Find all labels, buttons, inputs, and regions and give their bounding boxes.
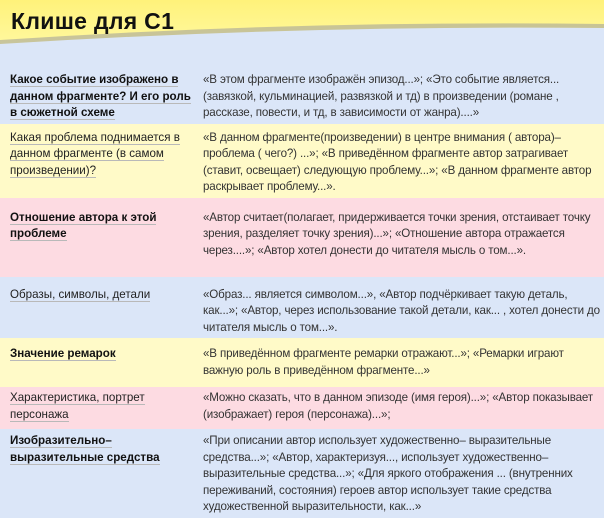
row-question: Изобразительно–выразительные средства [10,434,160,464]
page-title: Клише для С1 [11,8,175,34]
row-answer: «В приведённом фрагменте ремарки отражают...»; «Ремарки играют важную роль в приведённом фрагменте...» [203,347,564,377]
table-row [0,277,604,339]
row-question: Характеристика, портрет персонажа [10,391,145,421]
header-banner [0,0,604,66]
row-answer: «Можно сказать, что в данном эпизоде (имя героя)...»; «Автор показывает (изображает) героя (персонажа)...»; [203,391,593,421]
table-row [0,198,604,277]
table-row [0,387,604,429]
row-question: Отношение автора к этой проблеме [10,210,157,240]
row-question: Значение ремарок [10,347,116,360]
table-row [0,66,604,124]
row-question: Какая проблема поднимается в данном фрагменте (в самом произведении)? [10,130,180,177]
row-answer: «Образ... является символом...», «Автор подчёркивает такую деталь, как...»; «Автор, через использование такой детали, как... , хотел донести до читателя мысль о том...». [203,287,600,334]
row-answer: «При описании автор использует художественно– выразительные средства...»; «Автор, характеризуя..., использует художественно–выразительные средства...»; «Для яркого отображения ... (внутренних переживаний, состояния) героев автор использует такие средства художественной выразительности, как...» [203,434,573,513]
table-row [0,429,604,518]
row-answer: «Автор считает(полагает, придерживается точки зрения, отстаивает точку зрения, разделяет точку зрения)...»; «Отношение автора отражается через....»; «Автор хотел донести до читателя мысль о том...». [203,210,591,257]
row-answer: «В данном фрагменте(произведении) в центре внимания ( автора)– проблема ( чего?) ...»; «В приведённом фрагменте автор затрагивает (ставит, освещает) следующую проблему...»; «В данном фрагменте автор раскрывает проблему...». [203,130,592,193]
row-question: Какое событие изображено в данном фрагменте? И его роль в сюжетной схеме [10,73,191,119]
row-answer: «В этом фрагменте изображён эпизод...»; «Это событие является...(завязкой, кульминацией, развязкой и тд) в произведении (романе , рассказе, повести, и тд, в зависимости от жанра)....» [203,73,560,119]
row-question: Образы, символы, детали [10,287,151,301]
table-row [0,124,604,198]
table-row [0,338,604,387]
